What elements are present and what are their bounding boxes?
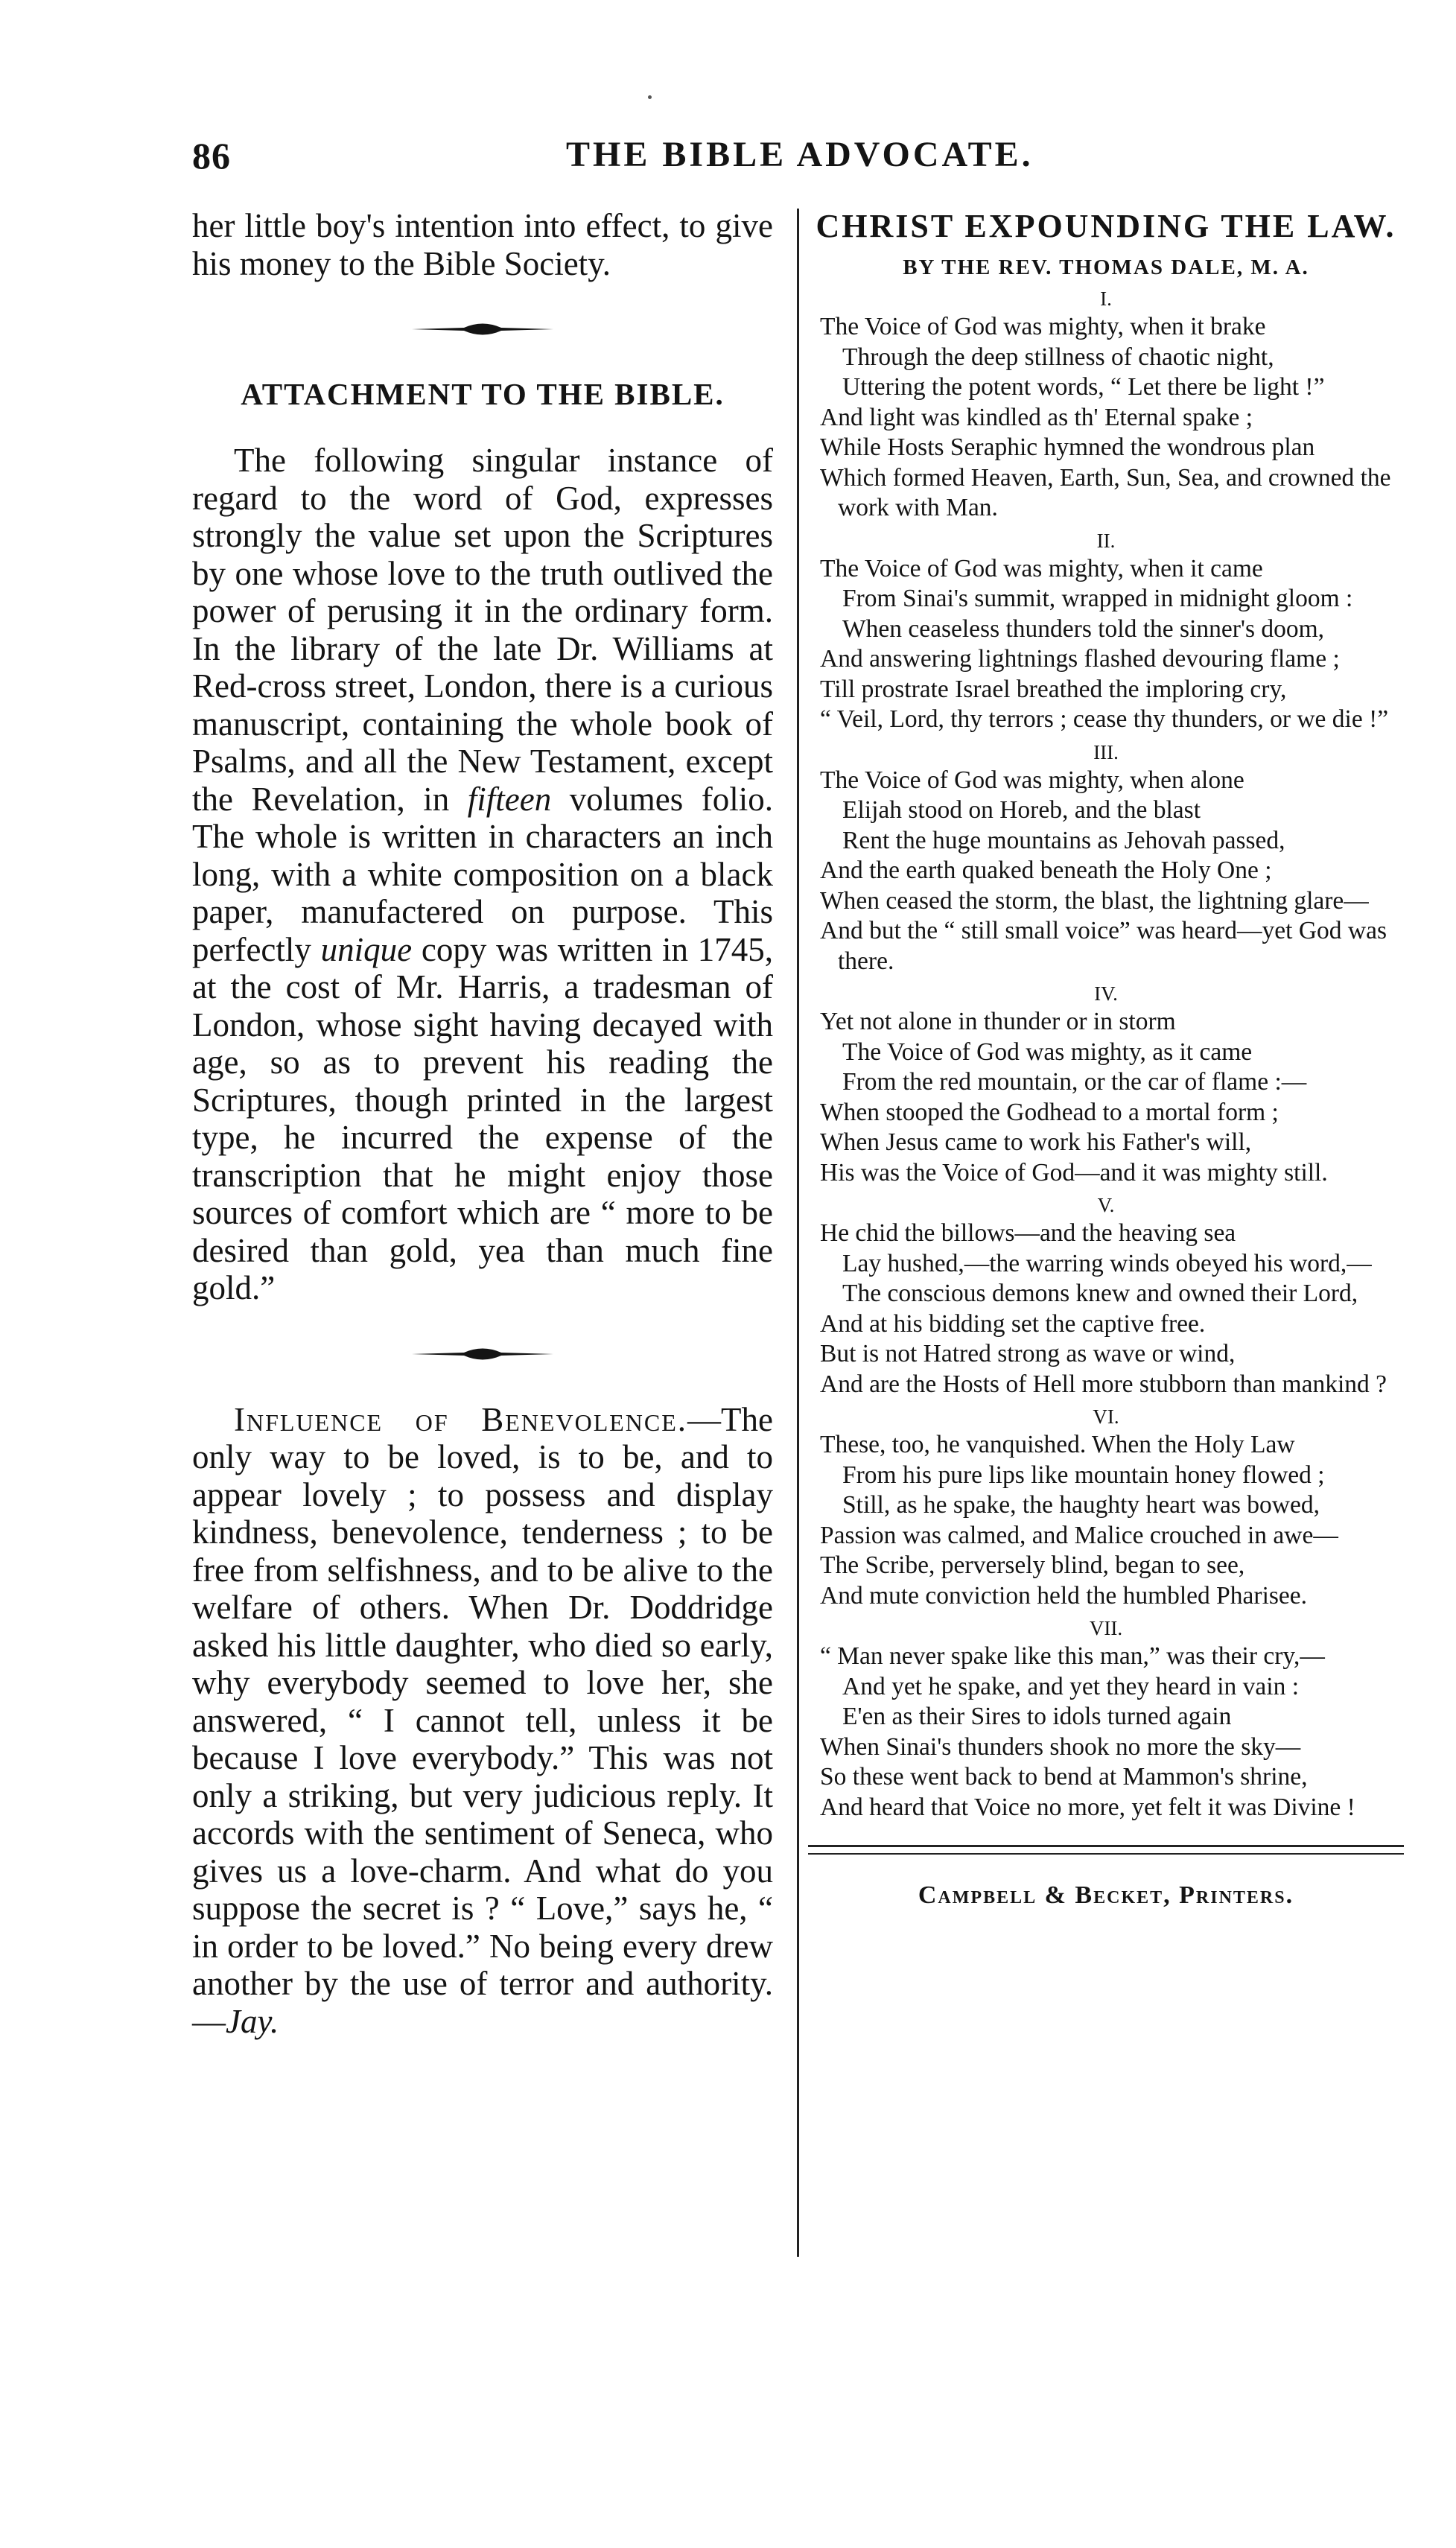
poem-line: And heard that Voice no more, yet felt it was Divine ! [820,1793,1355,1821]
poem-line: These, too, he vanquished. When the Holy Law [820,1431,1295,1458]
printers-imprint: Campbell & Becket, Printers. [918,1881,1294,1909]
poem-line: “ Veil, Lord, thy terrors ; cease thy thunders, or we die !” [820,705,1389,733]
poem-line: While Hosts Seraphic hymned the wondrous plan [820,433,1315,461]
signature: Jay. [226,2002,279,2040]
closing-rule-thin [808,1853,1404,1855]
poem-line: And light was kindled as th' Eternal spake ; [820,403,1253,431]
poem-body [808,287,1404,1823]
poem-line: The Voice of God was mighty, when alone [820,766,1244,794]
poem-line: Passion was calmed, and Malice crouched in awe— [820,1521,1338,1549]
poem-line: The conscious demons knew and owned their Lord, [842,1280,1358,1307]
poem-title: CHRIST EXPOUNDING THE LAW. [816,208,1396,244]
poem-line: His was the Voice of God—and it was mighty still. [820,1158,1328,1186]
poem-line: Till prostrate Israel breathed the imploring cry, [820,675,1287,703]
poem-line: Elijah stood on Horeb, and the blast [842,796,1201,824]
poem-line: So these went back to bend at Mammon's shrine, [820,1763,1308,1791]
poem-line: Rent the huge mountains as Jehovah passed, [842,826,1285,854]
attachment-italic-1: fifteen [467,780,552,818]
closing-rule [808,1845,1404,1847]
page-number: 86 [192,135,231,177]
left-column [192,207,773,2040]
poem-line: And are the Hosts of Hell more stubborn than mankind ? [820,1370,1387,1398]
attachment-text-2: volumes folio. The whole is written in characters an inch long, with a white composition on a black paper, manufactered on purpose. This perfectly [192,780,773,968]
attachment-italic-2: unique [320,930,413,968]
right-column [808,207,1404,1910]
poem-line: Which formed Heaven, Earth, Sun, Sea, and crowned the work with Man. [820,463,1391,521]
poem-line: When stooped the Godhead to a mortal form ; [820,1098,1279,1126]
poem-line: When ceased the storm, the blast, the lightning glare— [820,886,1369,915]
poem-line: Yet not alone in thunder or in storm [820,1008,1176,1035]
attachment-paragraph [192,442,773,1307]
poem-line: From Sinai's summit, wrapped in midnight gloom : [842,585,1353,612]
poem-line: The Voice of God was mighty, when it came [820,554,1263,582]
poem-line: “ Man never spake like this man,” was their cry,— [820,1642,1325,1670]
poem-line: But is not Hatred strong as wave or wind, [820,1340,1236,1367]
poem-line: From his pure lips like mountain honey flowed ; [842,1461,1325,1489]
stanza-number: VI. [1093,1405,1119,1428]
poem-line: And mute conviction held the humbled Pharisee. [820,1581,1308,1610]
influence-heading: Influence of Benevolence. [234,1400,688,1438]
running-title: THE BIBLE ADVOCATE. [566,135,1034,174]
poem-line: And but the “ still small voice” was heard—yet God was there. [820,917,1387,975]
attachment-text-3: copy was written in 1745, at the cost of Mr. Harris, a tradesman of London, whose sight having decayed with age, so as to prevent his reading the Scriptures, though printed in the largest type, he incurred the expense of the transcription that he might enjoy those sources of comfort which are “ more to be desired than gold, yea than much fine gold.” [192,930,773,1306]
poem-line: E'en as their Sires to idols turned again [842,1703,1232,1730]
poem-line: He chid the billows—and the heaving sea [820,1219,1236,1247]
stanza-number: III. [1093,740,1119,763]
poem-line: When Jesus came to work his Father's will, [820,1128,1252,1156]
poem-line: Uttering the potent words, “ Let there be light !” [842,373,1325,401]
stanza-number: IV. [1094,982,1118,1005]
stanza-number: I. [1100,287,1112,310]
influence-body: —The only way to be loved, is to be, and to appear lovely ; to possess and display kindness, benevolence, tenderness ; to be free from selfishness, and to be alive to the welfare of others. When Dr. Doddridge asked his little daughter, who died so early, why everybody seemed to love her, she answered, “ I cannot tell, unless it be because I love everybody.” This was not only a striking, but very judicious reply. It accords with the sentiment of Seneca, who gives us a love-charm. And what do you suppose the secret is ? “ Love,” says he, “ in order to be loved.” No being every drew another by the use of terror and authority.— [192,1400,773,2040]
attachment-heading: ATTACHMENT TO THE BIBLE. [241,377,725,411]
attachment-text-1: The following singular instance of regard to the word of God, expresses strongly the value set upon the Scriptures by one whose love to the truth outlived the power of perusing it in the ordinary form. In the library of the late Dr. Williams at Red-cross street, London, there is a curious manuscript, containing the whole book of Psalms, and all the New Testament, except the Revelation, in [192,442,773,818]
influence-paragraph [192,1401,773,2041]
poem-line: And at his bidding set the captive free. [820,1309,1206,1338]
poem-line: Still, as he spake, the haughty heart was bowed, [842,1491,1320,1519]
stanza-number: II. [1096,529,1116,552]
poem-line: When Sinai's thunders shook no more the sky— [820,1732,1301,1761]
poem-line: From the red mountain, or the car of flame :— [842,1068,1307,1096]
column-divider [797,209,799,2257]
intro-paragraph: her little boy's intention into effect, to give his money to the Bible Society. [192,207,773,282]
stray-dot [648,95,652,99]
poem-line: The Scribe, perversely blind, began to see, [820,1551,1245,1579]
poem-author: BY THE REV. THOMAS DALE, M. A. [903,255,1309,279]
poem-line: And answering lightnings flashed devouring flame ; [820,645,1340,673]
ornament-divider [412,1344,553,1364]
stanza-number: V. [1097,1194,1115,1216]
ornament-divider [412,320,553,339]
poem-line: The Voice of God was mighty, when it brake [820,313,1266,340]
poem-line: Lay hushed,—the warring winds obeyed his word,— [842,1249,1372,1277]
poem-line: The Voice of God was mighty, as it came [842,1038,1253,1066]
poem-line: When ceaseless thunders told the sinner's doom, [842,614,1325,643]
stanza-number: VII. [1089,1617,1123,1639]
poem-line: And yet he spake, and yet they heard in vain : [842,1672,1300,1700]
poem-line: Through the deep stillness of chaotic night, [842,343,1274,371]
poem-line: And the earth quaked beneath the Holy One ; [820,857,1272,884]
